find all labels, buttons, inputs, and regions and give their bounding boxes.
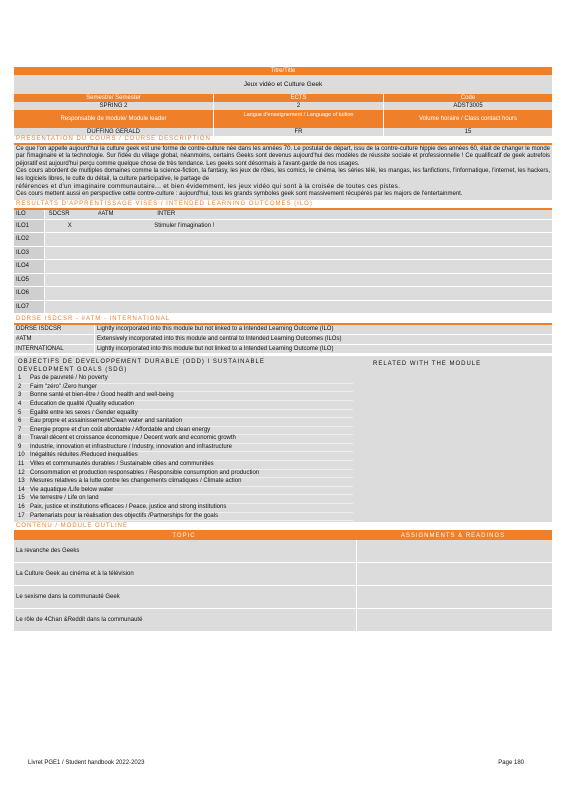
sdg-number: 4: [18, 400, 22, 407]
ilo-header: [14, 210, 552, 220]
topic-assignment: [357, 563, 552, 585]
sdg-box: [14, 356, 552, 522]
sdg-number: 16: [18, 504, 25, 511]
responsible-values: [14, 128, 552, 136]
title-label: Titre/Title: [270, 68, 296, 74]
intl-key: INTERNATIONAL: [14, 345, 95, 354]
sdg-goal: [18, 513, 353, 522]
sdg-number: 1: [18, 375, 22, 382]
ilo-sdcsr: [45, 260, 95, 273]
footer: [28, 760, 524, 766]
presentation-text: [14, 145, 552, 200]
footer-left: Livret PGE1 / Student handbook 2022-2023: [28, 760, 145, 766]
intl-title: DDRSE ISDCSR - #ATM - INTERNATIONAL: [14, 316, 552, 325]
ilo-atm: [95, 220, 155, 233]
sdg-number: 9: [18, 443, 22, 450]
sdg-number: 10: [18, 452, 25, 459]
sdg-text: Villes et communautés durables / Sustainable cities and communities: [30, 461, 214, 468]
sdg-goal: [18, 392, 353, 401]
ilo-id: ILO4: [14, 260, 45, 273]
topics-header: [14, 532, 552, 540]
sdg-list: [18, 359, 353, 521]
ilo-header-inter: INTER: [157, 210, 176, 217]
sdg-text: Vie aquatique /Life below water: [30, 486, 114, 493]
sdg-goal: [18, 427, 353, 436]
ilo-atm: [95, 233, 155, 246]
ilo-row: [14, 301, 552, 315]
topic-text: Le rôle de 4Chan &Reddit dans la communauté: [14, 609, 357, 631]
presentation-p2: Ces cours abordent de multiples domaines comme la science-fiction, la fantasy, les jeux de rôles, les comics, le cinéma, les séries télé, les mangas, les fanfictions, l'informatique, l'internet, les hackers, les logiciels libres, le culte du détail, la culture participative, le partage de: [16, 168, 550, 182]
sdg-text: Travail décent et croissance économique / Decent work and economic growth: [30, 435, 236, 442]
ilo-sdcsr: [45, 301, 95, 314]
sdg-text: Education de qualité /Quality education: [30, 400, 135, 407]
sdg-goal: [18, 435, 353, 444]
ilo-row: [14, 260, 552, 274]
presentation-p4: Ces cours mettent aussi en perspective cette contre-culture : aujourd'hui, tous les grands symboles geek sont massivement récupérés par les majors de l'entertainment.: [16, 191, 463, 198]
sdg-number: 7: [18, 426, 22, 433]
ilo-text: [154, 301, 552, 314]
sdg-goal: [18, 495, 353, 504]
sdg-number: 12: [18, 469, 25, 476]
assignments-label: ASSIGNMENTS & READINGS: [400, 533, 506, 540]
sdg-goal: [18, 384, 353, 393]
ilo-id: ILO1: [14, 220, 45, 233]
sdg-text: Vie terrestre / Life on land: [30, 495, 99, 502]
responsible-header: [14, 110, 552, 128]
ilo-row: [14, 287, 552, 301]
semester-value: SPRING 2: [14, 102, 214, 110]
sdg-number: 14: [18, 486, 25, 493]
topic-text: Le sexisme dans la communauté Geek: [14, 586, 357, 608]
sdg-goal: [18, 452, 353, 461]
ilo-row: [14, 220, 552, 234]
ilo-sdcsr: X: [67, 222, 72, 229]
sdg-text: Mesures relatives à la lutte contre les changements climatiques / Climate action: [30, 478, 242, 485]
title-bar: [14, 67, 552, 75]
ilo-sdcsr: [45, 233, 95, 246]
sdg-text: Energie propre et d'un coût abordable / Affordable and clean energy: [30, 426, 211, 433]
ilo-atm: [95, 274, 155, 287]
intl-key: DDRSE ISDCSR: [14, 325, 95, 334]
semester-values: [14, 102, 552, 110]
intl-rows: [14, 325, 552, 354]
ilo-atm: [95, 247, 155, 260]
sdg-number: 8: [18, 435, 22, 442]
intl-value: Lightly incorporated into this module but not linked to a Intended Learning Outcome (ILO): [97, 326, 334, 333]
ilo-id: ILO2: [14, 233, 45, 246]
sdg-goal: [18, 461, 353, 470]
sdg-number: 6: [18, 418, 22, 425]
ilo-atm: [95, 287, 155, 300]
code-label: Code: [460, 95, 476, 101]
presentation-p1: Ce que l'on appelle aujourd'hui la culture geek est une forme de contre-culture née dans les années 70. Le postulat de départ, issu de la contre-culture hippie des années 60, était de changer le monde par l'imaginaire et la technologie. Sur l'idée du village global, néanmoins, certains Geeks sont devenus aujourd'hui des modèles de réussite sociale et professionnelle ! Ce qualificatif de geek autrefois péjoratif est aujourd'hui perçu comme quelque chose de très tendance. Les geeks sont désormais à l'avant-garde de nos usages.: [16, 146, 550, 167]
hours-value: 15: [464, 129, 472, 135]
responsible-label: Responsable de module/ Module leader: [14, 110, 214, 128]
sdg-goal: [18, 401, 353, 410]
ilo-id: ILO5: [14, 274, 45, 287]
ects-value: 2: [214, 102, 384, 110]
topic-rows: [14, 540, 552, 632]
sdg-text: Paix, justice et institutions efficaces / Peace, justice and strong institutions: [30, 504, 227, 511]
sdg-goal: [18, 375, 353, 384]
footer-page: Page 180: [498, 760, 524, 766]
sdg-text: Industrie, innovation et infrastructure / Industry, innovation and infrastructure: [30, 443, 232, 450]
sdg-number: 11: [18, 461, 25, 468]
topic-assignment: [357, 609, 552, 631]
hours-label: Volume horaire / Class contact hours: [418, 116, 518, 122]
ilo-text: [154, 260, 552, 273]
topic-text: La revanche des Geeks: [14, 540, 357, 562]
ilo-row: [14, 233, 552, 247]
sdg-goals: [18, 375, 353, 521]
sdg-head-1: OBJECTIFS DE DEVELOPPEMENT DURABLE (ODD) I SUSTAINABLE: [18, 359, 265, 366]
ilo-header-atm: #ATM: [97, 210, 114, 217]
sdg-goal: [18, 418, 353, 427]
topic-assignment: [357, 540, 552, 562]
intl-row: [14, 345, 552, 355]
sdg-number: 2: [18, 383, 22, 390]
ects-label: ECTS: [214, 94, 384, 102]
topic-row: [14, 609, 552, 632]
ilo-header-id: ILO: [14, 210, 45, 219]
ilo-atm: [95, 301, 155, 314]
sdg-goal: [18, 410, 353, 419]
ilo-rows: [14, 220, 552, 315]
sdg-number: 5: [18, 409, 22, 416]
intl-value: Extensively incorporated into this module and central to Intended Learning Outcomes (ILOs): [97, 335, 342, 342]
ilo-sdcsr: [45, 274, 95, 287]
ilo-text: Stimuler l'imagination !: [154, 222, 215, 229]
ilo-row: [14, 274, 552, 288]
course-title-row: [14, 75, 552, 94]
ilo-text: [154, 247, 552, 260]
code-value: ADST3005: [453, 103, 483, 109]
ilo-atm: [95, 260, 155, 273]
leader-value: DUFFING GERALD: [14, 128, 214, 136]
topic-row: [14, 563, 552, 586]
sdg-text: Egalité entre les sexes / Gender equality: [30, 409, 138, 416]
intl-key: #ATM: [14, 335, 95, 344]
semester-label: Semestre/ Semester: [14, 94, 214, 102]
sdg-goal: [18, 504, 353, 513]
sdg-related-label: RELATED WITH THE MODULE: [373, 361, 482, 368]
sdg-goal: [18, 487, 353, 496]
ilo-title: RESULTATS D'APPRENTISSAGE VISES / INTENDED LEARNING OUTCOMES (ILO): [14, 201, 552, 210]
ilo-sdcsr: [45, 287, 95, 300]
topic-row: [14, 540, 552, 563]
sdg-goal: [18, 478, 353, 487]
sdg-number: 13: [18, 478, 25, 485]
ilo-id: ILO3: [14, 247, 45, 260]
ilo-text: [154, 274, 552, 287]
content-title: CONTENU / MODULE OUTLINE: [14, 523, 552, 532]
sdg-number: 17: [18, 512, 25, 519]
language-label: Langue d'enseignement / Language of tuition: [214, 110, 384, 128]
sdg-number: 3: [18, 392, 22, 399]
semester-header: [14, 94, 552, 102]
sdg-text: Pas de pauvreté / No poverty: [30, 375, 108, 382]
ilo-text: [154, 287, 552, 300]
sdg-text: Eau propre et assainissement/Clean water and sanitation: [30, 418, 183, 425]
presentation-p3: références et d'un imaginaire communautaire... et bien évidemment, les jeux vidéo qui sont à la croisée de toutes ces pistes.: [16, 183, 401, 191]
ilo-header-sdcsr: SDCSR: [48, 210, 70, 217]
sdg-text: Bonne santé et bien-être / Good health and well-being: [30, 392, 174, 399]
intl-value: Lightly incorporated into this module but not linked to a Intended Learning Outcome (ILO): [97, 345, 334, 352]
sdg-text: Faim "zéro" /Zero hunger: [30, 383, 97, 390]
intl-row: [14, 325, 552, 335]
sdg-goal: [18, 444, 353, 453]
sdg-text: Consommation et production responsables / Responsible consumption and production: [30, 469, 260, 476]
topic-row: [14, 586, 552, 609]
sdg-number: 15: [18, 495, 25, 502]
topic-text: La Culture Geek au cinéma et à la télévision: [14, 563, 357, 585]
topic-label: TOPIC: [172, 533, 196, 540]
language-value: FR: [214, 128, 384, 136]
ilo-text: [154, 233, 552, 246]
topic-assignment: [357, 586, 552, 608]
ilo-id: ILO7: [14, 301, 45, 314]
sdg-goal: [18, 470, 353, 479]
sdg-text: Partenariats pour la réalisation des objectifs /Partnerships for the goals: [30, 512, 219, 519]
ilo-row: [14, 247, 552, 261]
ilo-id: ILO6: [14, 287, 45, 300]
course-title: Jeux vidéo et Culture Geek: [243, 81, 323, 88]
presentation-title: PRESENTATION DU COURS / COURSE DESCRIPTION: [14, 136, 552, 145]
ilo-sdcsr: [45, 247, 95, 260]
sdg-text: Inégalités réduites /Reduced inequalities: [30, 452, 138, 459]
sdg-head-2: DEVELOPMENT GOALS (SDG): [18, 367, 128, 374]
course-sheet: [14, 67, 552, 632]
intl-row: [14, 335, 552, 345]
